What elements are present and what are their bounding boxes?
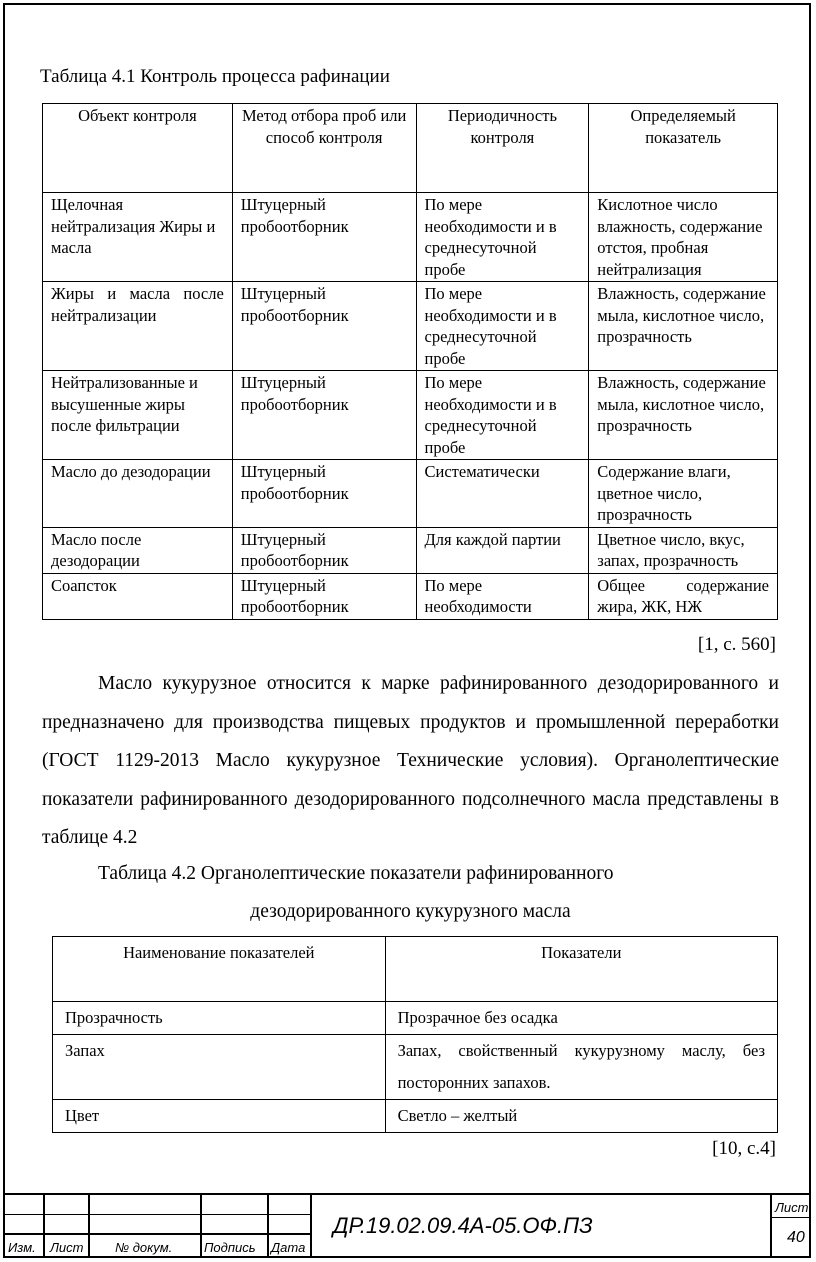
- table-row: [43, 527, 778, 573]
- stamp-row-line: [770, 1217, 811, 1218]
- table1-header-row: [43, 104, 778, 193]
- table1-header-cell: Объект контроля: [43, 104, 233, 193]
- table-cell: Кислотное число влажность, содержание отстоя, пробная нейтрализация: [589, 193, 778, 282]
- table1-header-cell: Периодичность контроля: [416, 104, 589, 193]
- table-cell: Нейтрализованные и высушенные жиры после фильтрации: [43, 371, 233, 460]
- table-cell: Цвет: [53, 1100, 386, 1133]
- stamp-label-date: Дата: [271, 1240, 306, 1255]
- table1-reference: [1, с. 560]: [697, 634, 776, 655]
- table-cell: Масло после дезодорации: [43, 527, 233, 573]
- table-cell: Жиры и масла после нейтрализации: [43, 282, 233, 371]
- table-cell: По мере необходимости и в среднесуточной пробе: [416, 282, 589, 371]
- table2-reference: [10, с.4]: [712, 1138, 776, 1159]
- table-row: [43, 282, 778, 371]
- stamp-row-line: [3, 1214, 310, 1215]
- table2-header-cell: Показатели: [385, 937, 777, 1002]
- table-cell: Штуцерный пробоотборник: [232, 371, 416, 460]
- table-row: [43, 573, 778, 619]
- table2-header-cell: Наименование показателей: [53, 937, 386, 1002]
- table-cell: Штуцерный пробоотборник: [232, 282, 416, 371]
- table-cell: По мере необходимости: [416, 573, 589, 619]
- table2-caption: [42, 855, 779, 931]
- stamp-label-change: Изм.: [8, 1240, 36, 1255]
- table-cell: Для каждой партии: [416, 527, 589, 573]
- table-row: [53, 1100, 778, 1133]
- table-cell: Штуцерный пробоотборник: [232, 460, 416, 528]
- stamp-divider: [310, 1195, 312, 1258]
- sheet-label: Лист: [775, 1200, 809, 1215]
- sheet-number: 40: [787, 1229, 805, 1246]
- stamp-row-line: [3, 1233, 310, 1235]
- table1-header-cell: Определяемый показатель: [589, 104, 778, 193]
- table-cell: Светло – желтый: [385, 1100, 777, 1133]
- body-paragraph: [42, 665, 779, 858]
- table2-header-row: [53, 937, 778, 1002]
- table-row: [53, 1035, 778, 1100]
- table2-caption-line1: Таблица 4.2 Органолептические показатели рафинированного: [98, 863, 614, 884]
- table-cell: Штуцерный пробоотборник: [232, 193, 416, 282]
- table1: [42, 103, 778, 620]
- table1-header-cell: Метод отбора проб или способ контроля: [232, 104, 416, 193]
- table-cell: Систематически: [416, 460, 589, 528]
- stamp-label-signature: Подпись: [204, 1240, 256, 1255]
- table-cell: По мере необходимости и в среднесуточной пробе: [416, 193, 589, 282]
- table-cell: Прозрачное без осадка: [385, 1002, 777, 1035]
- table-cell: Запах: [53, 1035, 386, 1100]
- table-row: [43, 460, 778, 528]
- table-cell: Щелочная нейтрализация Жиры и масла: [43, 193, 233, 282]
- table-row: [43, 371, 778, 460]
- table-cell: Соапсток: [43, 573, 233, 619]
- stamp-divider: [200, 1195, 202, 1258]
- table-cell: Масло до дезодорации: [43, 460, 233, 528]
- stamp-divider: [88, 1195, 90, 1258]
- stamp-label-sheet: Лист: [50, 1240, 84, 1255]
- title-block-stamp: [3, 1193, 811, 1258]
- stamp-label-doc-number: № докум.: [115, 1240, 173, 1255]
- table1-caption: Таблица 4.1 Контроль процесса рафинации: [40, 66, 390, 87]
- table-cell: По мере необходимости и в среднесуточной пробе: [416, 371, 589, 460]
- table-cell: Запах, свойственный кукурузному маслу, без посторонних запахов.: [385, 1035, 777, 1100]
- table-row: [43, 193, 778, 282]
- table-cell: Штуцерный пробоотборник: [232, 527, 416, 573]
- table-cell: Общее содержание жира, ЖК, НЖ: [589, 573, 778, 619]
- table-cell: Штуцерный пробоотборник: [232, 573, 416, 619]
- table-cell: Содержание влаги, цветное число, прозрачность: [589, 460, 778, 528]
- table-cell: Влажность, содержание мыла, кислотное число, прозрачность: [589, 282, 778, 371]
- stamp-divider: [267, 1195, 269, 1258]
- table2-caption-line2: дезодорированного кукурузного масла: [250, 901, 571, 922]
- table-cell: Прозрачность: [53, 1002, 386, 1035]
- document-number: ДР.19.02.09.4А-05.ОФ.ПЗ: [333, 1213, 593, 1238]
- table2: [52, 936, 778, 1133]
- paragraph-text: Масло кукурузное относится к марке рафинированного дезодорированного и предназначено для производства пищевых продуктов и промышленной переработки (ГОСТ 1129-2013 Масло кукурузное Технические условия). Органолептические показатели рафинированного дезодорированного подсолнечного масла представлены в таблице 4.2: [42, 673, 779, 848]
- table-row: [53, 1002, 778, 1035]
- stamp-divider: [43, 1195, 45, 1258]
- table-cell: Цветное число, вкус, запах, прозрачность: [589, 527, 778, 573]
- stamp-divider: [770, 1195, 772, 1258]
- table-cell: Влажность, содержание мыла, кислотное число, прозрачность: [589, 371, 778, 460]
